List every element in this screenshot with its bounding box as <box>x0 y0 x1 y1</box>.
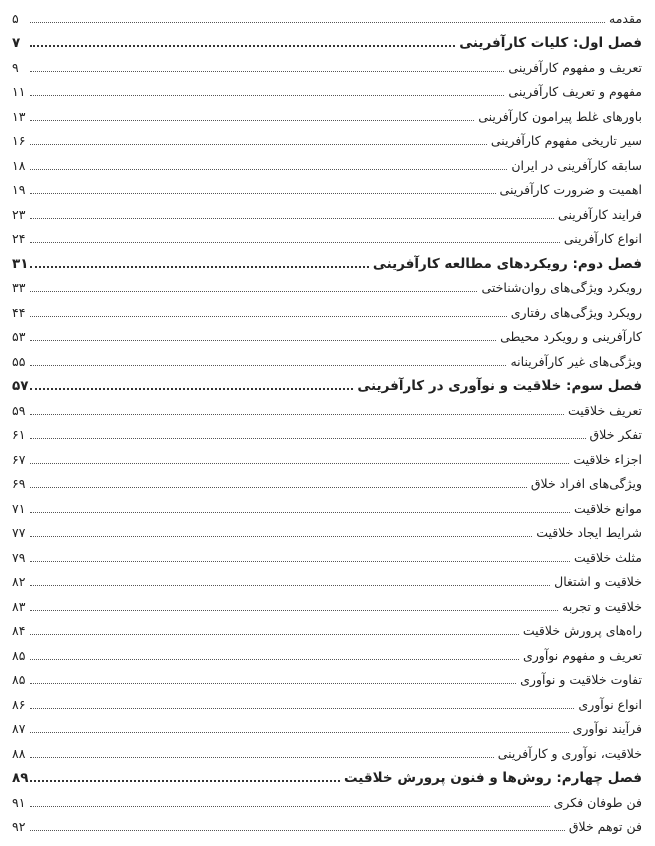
toc-item-row[interactable] <box>12 664 642 689</box>
dot-leader <box>30 218 554 219</box>
dot-leader <box>30 536 532 537</box>
toc-page-number: ۸۶ <box>12 696 26 712</box>
toc-entry-title: باورهای غلط پیرامون کارآفرینی <box>478 108 642 124</box>
toc-entry-title: فصل چهارم: روش‌ها و فنون پرورش خلاقیت <box>344 770 642 786</box>
toc-item-row[interactable] <box>12 125 642 150</box>
toc-entry-title: رویکرد ویژگی‌های رفتاری <box>510 304 642 320</box>
toc-page-number: ۲۴ <box>12 231 26 246</box>
toc-item-row[interactable] <box>12 566 642 591</box>
toc-entry-title: اهمیت و ضرورت کارآفرینی <box>499 182 642 197</box>
toc-page-number: ۱۳ <box>12 108 26 124</box>
toc-entry-title: فصل اول: کلیات کارآفرینی <box>459 35 642 51</box>
toc-item-row[interactable] <box>12 590 642 615</box>
dot-leader <box>30 438 586 439</box>
toc-entry-title: مقدمه <box>609 10 642 26</box>
toc-entry-title: تعریف خلاقیت <box>567 402 642 418</box>
toc-item-row[interactable] <box>12 100 642 125</box>
toc-item-row[interactable] <box>12 468 642 493</box>
dot-leader <box>30 71 504 72</box>
dot-leader <box>30 340 496 341</box>
toc-item-row[interactable] <box>12 149 642 174</box>
table-of-contents <box>12 0 642 835</box>
toc-page-number: ۷ <box>12 35 21 51</box>
dot-leader <box>30 291 477 292</box>
toc-page-number: ۸۹ <box>12 770 29 786</box>
dot-leader <box>30 732 569 733</box>
dot-leader <box>30 242 560 243</box>
dot-leader <box>30 169 507 170</box>
toc-item-row[interactable] <box>12 737 642 762</box>
toc-entry-title: فن توهم خلاق <box>568 819 642 834</box>
dot-leader <box>30 22 605 23</box>
dot-leader <box>30 120 474 121</box>
toc-page-number: ۷۱ <box>12 500 26 516</box>
toc-item-row[interactable] <box>12 394 642 419</box>
toc-entry-title: ویژگی‌های غیر کارآفرینانه <box>510 353 642 369</box>
dot-leader <box>30 780 340 782</box>
toc-item-row[interactable] <box>12 296 642 321</box>
toc-item-row[interactable] <box>12 2 642 27</box>
dot-leader <box>30 414 564 415</box>
toc-item-row[interactable] <box>12 688 642 713</box>
toc-entry-title: فصل دوم: رویکردهای مطالعه کارآفرینی <box>372 255 642 272</box>
dot-leader <box>30 95 504 96</box>
toc-item-row[interactable] <box>12 639 642 664</box>
toc-item-row[interactable] <box>12 223 642 248</box>
toc-item-row[interactable] <box>12 443 642 468</box>
toc-entry-title: شرایط ایجاد خلاقیت <box>536 525 642 540</box>
toc-item-row[interactable] <box>12 615 642 640</box>
dot-leader <box>30 365 506 366</box>
dot-leader <box>30 683 516 684</box>
toc-item-row[interactable] <box>12 345 642 370</box>
toc-page-number: ۸۸ <box>12 745 26 761</box>
dot-leader <box>30 144 487 145</box>
toc-entry-title: انواع نوآوری <box>578 696 642 712</box>
toc-chapter-row[interactable] <box>12 27 642 52</box>
toc-page-number: ۹۲ <box>12 819 26 834</box>
toc-item-row[interactable] <box>12 272 642 297</box>
toc-page-number: ۲۳ <box>12 206 26 222</box>
toc-item-row[interactable] <box>12 517 642 542</box>
toc-page-number: ۳۱ <box>12 255 29 272</box>
toc-item-row[interactable] <box>12 174 642 199</box>
toc-page-number: ۸۲ <box>12 574 26 589</box>
toc-entry-title: ویژگی‌های افراد خلاق <box>530 476 642 491</box>
toc-item-row[interactable] <box>12 811 642 836</box>
toc-item-row[interactable] <box>12 492 642 517</box>
toc-entry-title: تعریف و مفهوم نوآوری <box>522 647 642 663</box>
dot-leader <box>30 45 455 47</box>
toc-entry-title: موانع خلاقیت <box>574 500 642 516</box>
toc-page-number: ۱۱ <box>12 84 26 99</box>
toc-entry-title: فصل سوم: خلاقیت و نوآوری در کارآفرینی <box>357 378 642 394</box>
toc-item-row[interactable] <box>12 51 642 76</box>
toc-chapter-row[interactable] <box>12 247 642 272</box>
toc-item-row[interactable] <box>12 541 642 566</box>
toc-page-number: ۴۴ <box>12 304 26 320</box>
toc-entry-title: فرآیند نوآوری <box>572 721 642 736</box>
toc-entry-title: انواع کارآفرینی <box>563 231 642 246</box>
toc-entry-title: رویکرد ویژگی‌های روان‌شناختی <box>481 280 642 295</box>
toc-page-number: ۸۵ <box>12 647 26 663</box>
dot-leader <box>30 487 527 488</box>
toc-entry-title: فن طوفان فکری <box>553 794 642 810</box>
toc-entry-title: سابقه کارآفرینی در ایران <box>511 157 642 173</box>
toc-page-number: ۵۹ <box>12 402 26 418</box>
toc-entry-title: راه‌های پرورش خلاقیت <box>522 623 642 638</box>
toc-entry-title: تعریف و مفهوم کارآفرینی <box>508 59 642 75</box>
toc-entry-title: خلاقیت و اشتغال <box>554 574 642 589</box>
toc-page-number: ۱۶ <box>12 133 26 148</box>
dot-leader <box>30 708 574 709</box>
toc-chapter-row[interactable] <box>12 370 642 395</box>
toc-page-number: ۸۳ <box>12 598 26 614</box>
toc-page-number: ۵ <box>12 10 19 26</box>
toc-page-number: ۵۵ <box>12 353 26 369</box>
dot-leader <box>30 316 507 317</box>
dot-leader <box>30 463 569 464</box>
toc-item-row[interactable] <box>12 419 642 444</box>
dot-leader <box>30 561 570 562</box>
toc-entry-title: تفاوت خلاقیت و نوآوری <box>520 672 642 687</box>
toc-page-number: ۵۷ <box>12 378 29 394</box>
toc-entry-title: اجزاء خلاقیت <box>573 451 642 467</box>
toc-entry-title: سیر تاریخی مفهوم کارآفرینی <box>490 133 642 148</box>
toc-entry-title: تفکر خلاق <box>589 427 642 442</box>
toc-item-row[interactable] <box>12 198 642 223</box>
toc-page-number: ۳۳ <box>12 280 26 295</box>
toc-page-number: ۹ <box>12 59 19 75</box>
toc-page-number: ۱۹ <box>12 182 26 197</box>
toc-entry-title: مفهوم و تعریف کارآفرینی <box>508 84 642 99</box>
toc-page-number: ۸۵ <box>12 672 26 687</box>
dot-leader <box>30 634 519 635</box>
toc-page-number: ۹۱ <box>12 794 26 810</box>
dot-leader <box>30 610 558 611</box>
dot-leader <box>30 266 368 268</box>
toc-entry-title: مثلث خلاقیت <box>573 549 642 565</box>
toc-page-number: ۷۷ <box>12 525 26 540</box>
dot-leader <box>30 512 570 513</box>
dot-leader <box>30 806 550 807</box>
dot-leader <box>30 659 519 660</box>
toc-page-number: ۷۹ <box>12 549 26 565</box>
toc-entry-title: کارآفرینی و رویکرد محیطی <box>500 329 642 344</box>
dot-leader <box>30 757 494 758</box>
toc-item-row[interactable] <box>12 713 642 738</box>
toc-entry-title: خلاقیت و تجربه <box>562 598 642 614</box>
toc-item-row[interactable] <box>12 76 642 101</box>
toc-page-number: ۶۷ <box>12 451 26 467</box>
toc-page-number: ۶۹ <box>12 476 26 491</box>
toc-entry-title: خلاقیت، نوآوری و کارآفرینی <box>497 745 642 761</box>
toc-page-number: ۸۴ <box>12 623 26 638</box>
toc-entry-title: فرایند کارآفرینی <box>558 206 642 222</box>
toc-chapter-row[interactable] <box>12 762 642 787</box>
dot-leader <box>30 585 550 586</box>
toc-page-number: ۸۷ <box>12 721 26 736</box>
toc-item-row[interactable] <box>12 321 642 346</box>
dot-leader <box>30 830 565 831</box>
toc-item-row[interactable] <box>12 786 642 811</box>
toc-page-number: ۶۱ <box>12 427 26 442</box>
toc-page-number: ۱۸ <box>12 157 26 173</box>
toc-page-number: ۵۳ <box>12 329 26 344</box>
dot-leader <box>30 388 353 390</box>
dot-leader <box>30 193 496 194</box>
